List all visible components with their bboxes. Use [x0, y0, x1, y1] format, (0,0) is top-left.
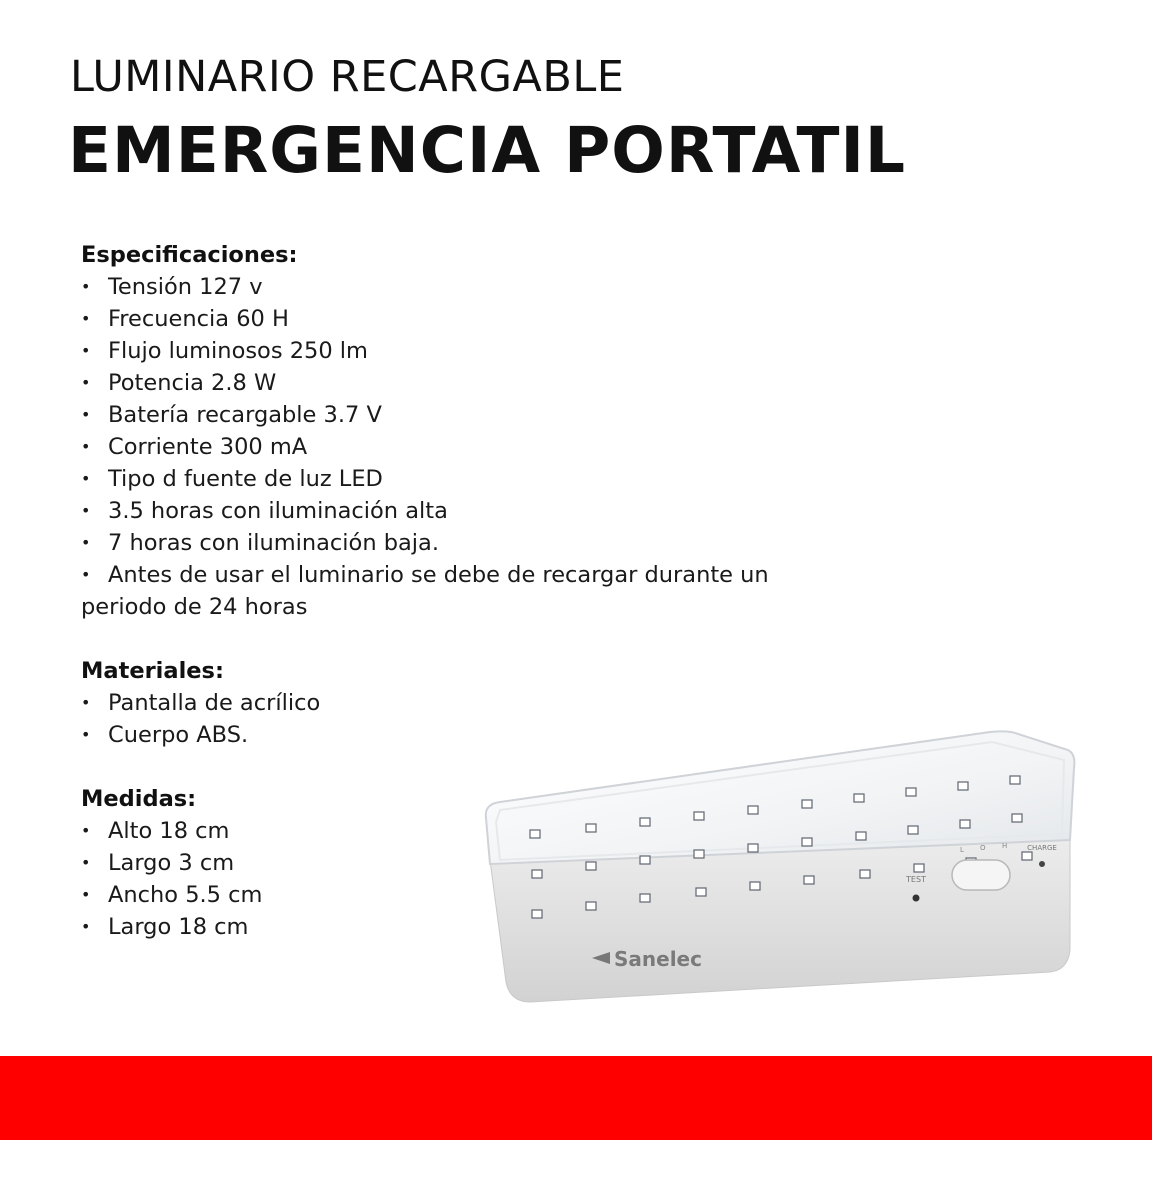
specifications-section [81, 239, 861, 623]
brand-name: Sanelec [614, 947, 702, 971]
test-label: TEST [906, 875, 926, 884]
spec-item-continuation: periodo de 24 horas [81, 594, 308, 620]
materials-heading: Materiales: [81, 658, 224, 684]
switch-label-off: O [980, 844, 986, 852]
spec-item: • 7 horas con iluminación baja. [81, 527, 861, 559]
measures-heading: Medidas: [81, 786, 197, 812]
measure-item: • Alto 18 cm [81, 815, 861, 847]
spec-item: • Flujo luminosos 250 lm [81, 335, 861, 367]
spec-item: • Batería recargable 3.7 V [81, 399, 861, 431]
charge-label: CHARGE [1027, 844, 1057, 852]
switch-label-low: L [960, 846, 964, 854]
title-line-1: LUMINARIO RECARGABLE [70, 52, 625, 102]
product-image [470, 720, 1080, 1020]
emergency-light-illustration [470, 720, 1080, 1020]
mode-switch [952, 860, 1010, 890]
spec-item: • 3.5 horas con iluminación alta [81, 495, 861, 527]
measure-item: • Largo 18 cm [81, 911, 861, 943]
measure-item: • Largo 3 cm [81, 847, 861, 879]
spec-item: • Frecuencia 60 H [81, 303, 861, 335]
material-item: • Pantalla de acrílico [81, 687, 861, 719]
measure-item: • Ancho 5.5 cm [81, 879, 861, 911]
spec-item-text: Antes de usar el luminario se debe de recargar durante un [108, 562, 769, 588]
switch-label-high: H [1002, 842, 1008, 850]
spec-item: • Potencia 2.8 W [81, 367, 861, 399]
title-line-2: EMERGENCIA PORTATIL [68, 114, 907, 187]
specifications-heading: Especificaciones: [81, 242, 298, 268]
accent-band [0, 1056, 1152, 1140]
spec-item: • Corriente 300 mA [81, 431, 861, 463]
specifications-list [81, 271, 861, 623]
material-item: • Cuerpo ABS. [81, 719, 861, 751]
spec-item: • Tensión 127 v [81, 271, 861, 303]
spec-item [81, 559, 861, 623]
spec-item: • Tipo d fuente de luz LED [81, 463, 861, 495]
